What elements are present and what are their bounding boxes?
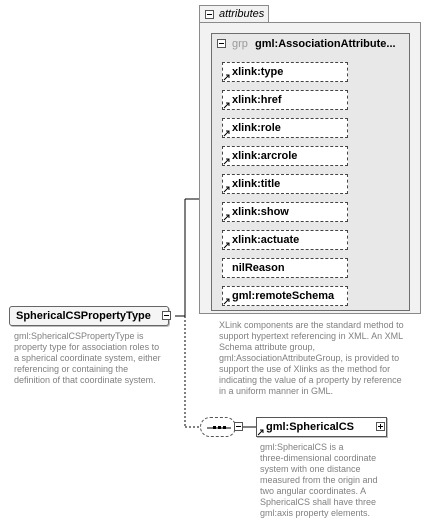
group-name: gml:AssociationAttribute... [255,38,396,50]
group-keyword: grp [232,38,248,50]
reference-arrow-icon [223,241,231,249]
collapse-icon[interactable] [205,10,214,19]
child-element-box[interactable] [256,417,387,437]
attribute-item-xlink-type[interactable] [222,62,348,82]
collapse-icon[interactable] [217,39,226,48]
reference-arrow-icon [223,157,231,165]
reference-arrow-icon [223,129,231,137]
attribute-label: xlink:actuate [232,234,300,246]
attribute-label: xlink:type [232,66,284,78]
reference-arrow-icon [223,297,231,305]
attribute-label: gml:remoteSchema [232,290,335,302]
attribute-item-xlink-actuate[interactable] [222,230,348,250]
collapse-icon[interactable] [234,422,243,431]
attribute-label: xlink:title [232,178,281,190]
reference-arrow-icon [223,101,231,109]
sequence-compositor[interactable] [200,417,236,437]
attributes-label: attributes [219,8,265,20]
attribute-label: xlink:role [232,122,281,134]
sequence-icon [207,423,231,433]
attribute-item-gml-remoteschema[interactable] [222,286,348,306]
collapse-icon[interactable] [162,311,171,320]
attribute-item-nilreason[interactable] [222,258,348,278]
attribute-item-xlink-role[interactable] [222,118,348,138]
expand-icon[interactable] [376,422,385,431]
main-type-description: gml:SphericalCSPropertyType is property type for association roles to a spherical coordinate system, either referencing or containing the definition of that coordinate system. [14,331,161,385]
reference-arrow-icon [223,213,231,221]
attribute-item-xlink-title[interactable] [222,174,348,194]
attribute-item-xlink-href[interactable] [222,90,348,110]
child-element-description: gml:SphericalCS is a three-dimensional coordinate system with one distance measured from the origin and two angular coordinates. A SphericalCS shall have three gml:axis property elements. [260,442,378,518]
main-type-name: SphericalCSPropertyType [16,310,151,322]
child-element-name: gml:SphericalCS [266,421,355,433]
reference-arrow-icon [257,428,265,436]
attribute-label: xlink:show [232,206,289,218]
attribute-item-xlink-arcrole[interactable] [222,146,348,166]
attribute-label: nilReason [232,262,285,274]
reference-arrow-icon [223,73,231,81]
attribute-label: xlink:arcrole [232,150,298,162]
attributes-tab [199,5,269,23]
attribute-item-xlink-show[interactable] [222,202,348,222]
attribute-group-description: XLink components are the standard method to support hypertext referencing in XML. An XML Schema attribute group, gml:AssociationAttributeGroup, is provided to support the use of Xlinks as the method for indicating the value of a property by reference in a uniform manner in GML. [219,320,404,396]
attribute-label: xlink:href [232,94,282,106]
main-type-box[interactable] [9,306,169,326]
reference-arrow-icon [223,185,231,193]
